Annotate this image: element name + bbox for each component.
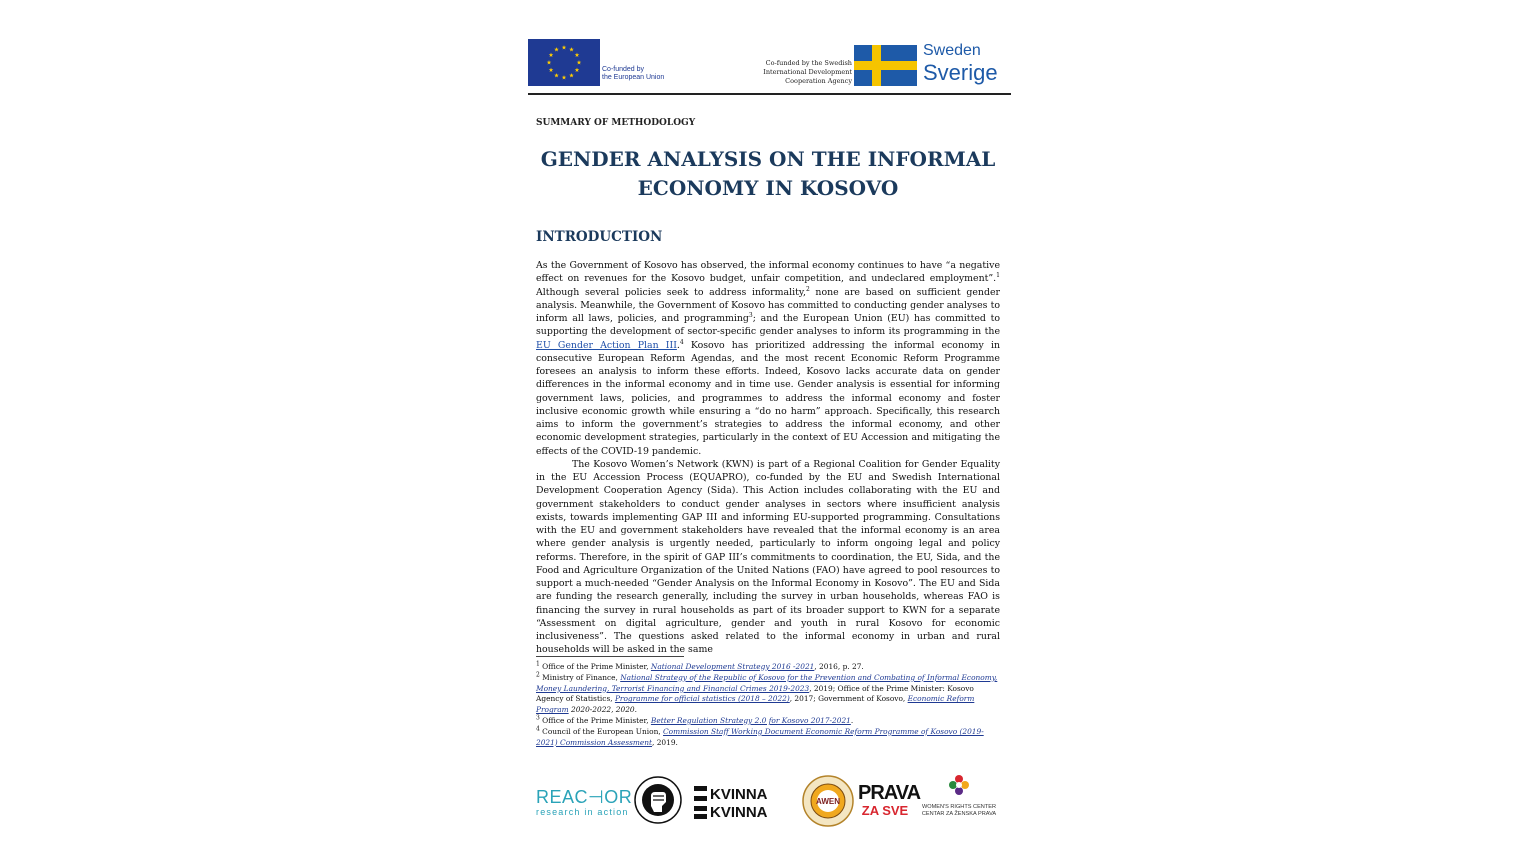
eu-funding-line1: Co-funded by: [602, 66, 645, 73]
fist-seal-icon: [634, 776, 682, 824]
footnote-ref-1[interactable]: 1: [996, 272, 1000, 280]
awen-logo: [802, 775, 854, 827]
reactor-name: REAC⊣OR: [536, 787, 633, 807]
header-divider: [528, 93, 1011, 95]
body-text: [536, 259, 1000, 656]
p1-text-6: Kosovo has prioritized addressing the informal economy in consecutive European Reform Agendas, and the most recent Economic Reform Programme foresees an analysis to inform these efforts. Indeed, Kosovo lacks accurate data on gender differences in the informal economy and in time use. Gender analysis is essential for informing government laws, policies, and programmes to address the informal economy and foster inclusive economic growth while ensuring a “do no harm” approach. Specifically, this research aims to inform the government’s strategies to address the informal economy, and other economic development strategies, particularly in the context of EU Accession and mitigating the effects of the COVID-19 pandemic.: [536, 339, 1000, 457]
sweden-funding-line1: Co-funded by the Swedish: [765, 59, 852, 67]
womens-rights-center-logo: [916, 774, 1002, 830]
footnote-link[interactable]: Programme for official statistics (2018 – 2022): [614, 694, 790, 704]
sweden-wordmark: [923, 42, 998, 86]
prava-line1: PRAVA: [858, 782, 921, 804]
p1-text-4: ; and the European Union (EU) has committed to supporting the development of sector-specific gender analyses to inform its programming in the: [536, 313, 1000, 338]
footnote-number: 2: [536, 671, 540, 679]
footnote-text: 2020-2022, 2020.: [568, 705, 637, 715]
eu-flag-icon: [528, 39, 600, 86]
wrc-line2: CENTAR ZA ŽENSKA PRAVA: [921, 811, 997, 817]
footnote-text: Ministry of Finance,: [539, 672, 621, 682]
footnote-link[interactable]: National Strategy of the Republic of Kosovo for the Prevention and Combating of Informal Economy, Money Laundering, Terrorist Financing and Financial Crimes 2019-2023: [536, 672, 998, 693]
p1-text-3: none are based on sufficient gender analysis. Meanwhile, the Government of Kosovo has committed to conducting gender analyses to inform all laws, policies, and programming: [536, 286, 1000, 324]
footnote-text: .: [850, 715, 854, 725]
sweden-word-en: Sweden: [923, 42, 981, 59]
gap-iii-link[interactable]: EU Gender Action Plan III: [536, 339, 677, 351]
footnote-text: , 2019; Office of the Prime Minister: Kosovo Agency of Statistics,: [536, 683, 974, 704]
footnote-ref-4[interactable]: 4: [679, 338, 684, 346]
sweden-flag-icon: [854, 45, 917, 86]
footnote-number: 3: [536, 714, 540, 722]
prava-line2: ZA SVE: [861, 803, 909, 818]
footnote-text: Office of the Prime Minister,: [539, 715, 651, 725]
p1-text-1: As the Government of Kosovo has observed, the informal economy continues to have “a negative effect on revenues for the Kosovo budget, unfair competition, and undeclared employment”.: [536, 260, 1000, 285]
awen-text: AWEN: [816, 797, 840, 806]
reactor-tagline: research in action: [536, 807, 629, 817]
kvinna-text-top: KVINNA: [710, 786, 768, 803]
footnote-link[interactable]: Economic Reform Program: [536, 694, 975, 715]
footnote-number: 1: [536, 660, 540, 668]
document-page: [528, 36, 1012, 836]
footnote-text: , 2017; Government of Kosovo,: [789, 694, 908, 704]
footnote-2: [536, 673, 1000, 716]
footnotes: [536, 662, 1000, 748]
footnote-text: Office of the Prime Minister,: [539, 662, 651, 671]
footnote-link[interactable]: National Development Strategy 2016 -2021: [650, 662, 815, 671]
sweden-word-sv: Sverige: [923, 60, 998, 85]
paragraph-2: The Kosovo Women’s Network (KWN) is part of a Regional Coalition for Gender Equality in the EU Accession Process (EQUAPRO), co-funded by the EU and Swedish International Development Cooperation Agency (Sida). This Action includes collaborating with the EU and government stakeholders to conduct gender analyses in sectors where insufficient analysis exists, towards implementing GAP III and informing EU-supported programming. Consultations with the EU and government stakeholders have revealed that the informal economy is an area where gender analysis is urgently needed, particularly to inform ongoing legal and policy reforms. Therefore, in the spirit of GAP III’s commitments to coordination, the EU, Sida, and the Food and Agriculture Organization of the United Nations (FAO) have agreed to pool resources to support a much-needed “Gender Analysis on the Informal Economy in Kosovo”. The EU and Sida are funding the research generally, including the survey in urban households, whereas FAO is financing the survey in rural households as part of its broader support to KWN for a separate “Assessment on digital agriculture, gender and youth in rural Kosovo for economic inclusiveness”. The questions asked related to the informal economy in urban and rural households will be asked in the same: [536, 458, 1000, 656]
title-line1: GENDER ANALYSIS ON THE INFORMAL: [540, 147, 996, 171]
title-line2: ECONOMY IN KOSOVO: [637, 176, 899, 200]
p1-text-5: .: [676, 339, 680, 351]
star-flower-icon: [948, 774, 970, 796]
paragraph-1: [536, 259, 1000, 458]
sweden-funding-line3: Cooperation Agency: [785, 77, 852, 85]
footnote-divider: [536, 656, 684, 657]
sweden-funding-line2: International Development: [763, 68, 852, 76]
footnote-text: Council of the European Union,: [539, 726, 664, 736]
prava-za-sve-logo: [858, 782, 921, 823]
footnote-1: [536, 662, 1000, 673]
wrc-line1: WOMEN'S RIGHTS CENTER: [921, 804, 997, 810]
p1-text-2: Although several policies seek to address informality,: [536, 286, 806, 298]
partner-logos: [536, 774, 1002, 830]
footnote-link[interactable]: Commission Staff Working Document Economic Reform Programme of Kosovo (2019-2021) Commission Assessment: [536, 726, 984, 747]
footnote-ref-2[interactable]: 2: [805, 285, 810, 293]
footnote-number: 4: [536, 725, 540, 733]
kvinna-till-kvinna-logo: [694, 784, 796, 820]
footnote-text: , 2019.: [652, 737, 678, 747]
document-label: SUMMARY OF METHODOLOGY: [536, 118, 696, 128]
footnote-link[interactable]: Better Regulation Strategy 2.0 for Kosovo 2017-2021: [650, 715, 851, 725]
footnote-text: , 2016, p. 27.: [814, 662, 864, 671]
footnote-3: [536, 716, 1000, 727]
sweden-funding-label: [748, 59, 852, 86]
document-title: [528, 145, 1008, 203]
reactor-logo: [536, 788, 632, 817]
eu-funding-label: [602, 66, 664, 82]
kvinna-text-bottom: KVINNA: [710, 804, 768, 821]
footnote-ref-3[interactable]: 3: [748, 311, 753, 319]
footnote-4: [536, 727, 1000, 749]
section-heading: INTRODUCTION: [536, 229, 663, 245]
eu-funding-line2: the European Union: [602, 74, 665, 81]
